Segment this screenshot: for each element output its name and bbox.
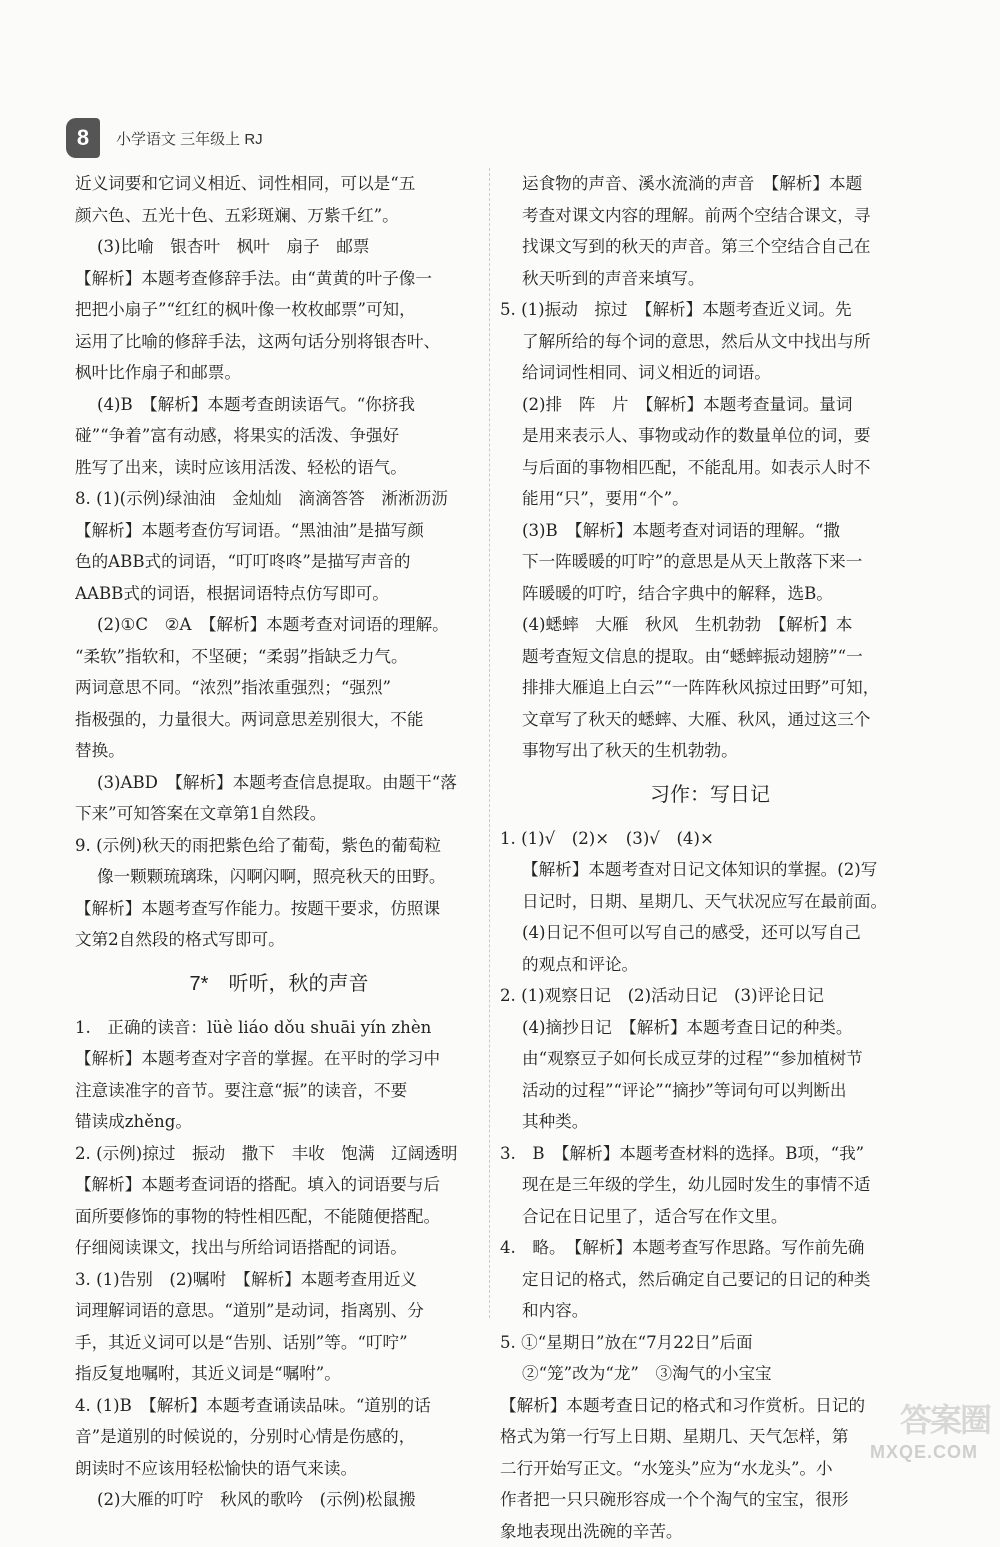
book-title: 小学语文 三年级上 RJ xyxy=(116,128,263,149)
text-line: 能用“只”，要用“个”。 xyxy=(500,483,920,515)
text-line: 二行开始写正文。“水笼头”应为“水龙头”。小 xyxy=(500,1453,920,1485)
text-line: 的观点和评论。 xyxy=(500,949,920,981)
text-line: 活动的过程”“评论”“摘抄”等词句可以判断出 xyxy=(500,1075,920,1107)
text-line: 运食物的声音、溪水流淌的声音 【解析】本题 xyxy=(500,168,920,200)
text-line: 3. (1)告别 (2)嘱咐 【解析】本题考查用近义 xyxy=(75,1264,483,1296)
text-line: 2. (示例)掠过 振动 撒下 丰收 饱满 辽阔透明 xyxy=(75,1138,483,1170)
text-line: (4)摘抄日记 【解析】本题考查日记的种类。 xyxy=(500,1012,920,1044)
text-line: 词理解词语的意思。“道别”是动词，指离别、分 xyxy=(75,1295,483,1327)
text-line: 其种类。 xyxy=(500,1106,920,1138)
section-heading: 7* 听听，秋的声音 xyxy=(75,956,483,1012)
text-line: 近义词要和它词义相近、词性相同，可以是“五 xyxy=(75,168,483,200)
text-line: 两词意思不同。“浓烈”指浓重强烈；“强烈” xyxy=(75,672,483,704)
text-line: 阵暖暖的叮咛，结合字典中的解释，选B。 xyxy=(500,578,920,610)
text-line: (3)ABD 【解析】本题考查信息提取。由题干“落 xyxy=(75,767,483,799)
column-divider xyxy=(489,168,490,1318)
text-line: 给词词性相同、词义相近的词语。 xyxy=(500,357,920,389)
text-line: 仔细阅读课文，找出与所给词语搭配的词语。 xyxy=(75,1232,483,1264)
text-line: 题考查短文信息的提取。由“蟋蟀振动翅膀”“一 xyxy=(500,641,920,673)
text-line: 胜写了出来，读时应该用活泼、轻松的语气。 xyxy=(75,452,483,484)
text-line: 由“观察豆子如何长成豆芽的过程”“参加植树节 xyxy=(500,1043,920,1075)
text-line: “柔软”指软和，不坚硬；“柔弱”指缺乏力气。 xyxy=(75,641,483,673)
text-line: 排排大雁追上白云”“一阵阵秋风掠过田野”可知， xyxy=(500,672,920,704)
text-line: 考查对课文内容的理解。前两个空结合课文，寻 xyxy=(500,200,920,232)
text-line: (2)①C ②A 【解析】本题考查对词语的理解。 xyxy=(75,609,483,641)
right-column xyxy=(500,168,920,1547)
text-line: 【解析】本题考查修辞手法。由“黄黄的叶子像一 xyxy=(75,263,483,295)
text-line: 错读成zhěng。 xyxy=(75,1106,483,1138)
text-line: 5. (1)振动 掠过 【解析】本题考查近义词。先 xyxy=(500,294,920,326)
watermark-logo: 答案圈 xyxy=(900,1395,990,1450)
text-line: 【解析】本题考查写作能力。按题干要求，仿照课 xyxy=(75,893,483,925)
text-line: (4)B 【解析】本题考查朗读语气。“你挤我 xyxy=(75,389,483,421)
section-heading: 习作：写日记 xyxy=(500,767,920,823)
text-line: 运用了比喻的修辞手法，这两句话分别将银杏叶、 xyxy=(75,326,483,358)
text-line: 象地表现出洗碗的辛苦。 xyxy=(500,1516,920,1547)
text-line: 事物写出了秋天的生机勃勃。 xyxy=(500,735,920,767)
text-line: 枫叶比作扇子和邮票。 xyxy=(75,357,483,389)
text-line: 色的ABB式的词语，“叮叮咚咚”是描写声音的 xyxy=(75,546,483,578)
text-line: 日记时，日期、星期几、天气状况应写在最前面。 xyxy=(500,886,920,918)
text-line: 【解析】本题考查词语的搭配。填入的词语要与后 xyxy=(75,1169,483,1201)
text-line: 【解析】本题考查对字音的掌握。在平时的学习中 xyxy=(75,1043,483,1075)
text-line: 2. (1)观察日记 (2)活动日记 (3)评论日记 xyxy=(500,980,920,1012)
text-line: 和内容。 xyxy=(500,1295,920,1327)
text-line: 是用来表示人、事物或动作的数量单位的词，要 xyxy=(500,420,920,452)
text-line: 颜六色、五光十色、五彩斑斓、万紫千红”。 xyxy=(75,200,483,232)
text-line: 合记在日记里了，适合写在作文里。 xyxy=(500,1201,920,1233)
text-line: (2)大雁的叮咛 秋风的歌吟 (示例)松鼠搬 xyxy=(75,1484,483,1516)
text-line: 与后面的事物相匹配，不能乱用。如表示人时不 xyxy=(500,452,920,484)
left-column xyxy=(75,168,483,1516)
text-line: 【解析】本题考查对日记文体知识的掌握。(2)写 xyxy=(500,854,920,886)
text-line: (4)蟋蟀 大雁 秋风 生机勃勃 【解析】本 xyxy=(500,609,920,641)
text-line: 9. (示例)秋天的雨把紫色给了葡萄，紫色的葡萄粒 xyxy=(75,830,483,862)
text-line: 手，其近义词可以是“告别、话别”等。“叮咛” xyxy=(75,1327,483,1359)
text-line: 找课文写到的秋天的声音。第三个空结合自己在 xyxy=(500,231,920,263)
text-line: 3. B 【解析】本题考查材料的选择。B项，“我” xyxy=(500,1138,920,1170)
text-line: 像一颗颗琉璃珠，闪啊闪啊，照亮秋天的田野。 xyxy=(75,861,483,893)
text-line: 格式为第一行写上日期、星期几、天气怎样，第 xyxy=(500,1421,920,1453)
text-line: 4. 略。 【解析】本题考查写作思路。写作前先确 xyxy=(500,1232,920,1264)
text-line: 下一阵暖暖的叮咛”的意思是从天上散落下来一 xyxy=(500,546,920,578)
text-line: (4)日记不但可以写自己的感受，还可以写自己 xyxy=(500,917,920,949)
text-line: 指极强的，力量很大。两词意思差别很大，不能 xyxy=(75,704,483,736)
text-line: (2)排 阵 片 【解析】本题考查量词。量词 xyxy=(500,389,920,421)
page-number-badge: 8 xyxy=(66,118,100,158)
text-line: 了解所给的每个词的意思，然后从文中找出与所 xyxy=(500,326,920,358)
text-line: 8. (1)(示例)绿油油 金灿灿 滴滴答答 淅淅沥沥 xyxy=(75,483,483,515)
text-line: 把把小扇子”“红红的枫叶像一枚枚邮票”可知， xyxy=(75,294,483,326)
watermark-domain: MXQE.COM xyxy=(870,1442,978,1463)
text-line: AABB式的词语，根据词语特点仿写即可。 xyxy=(75,578,483,610)
text-line: 注意读准字的音节。要注意“振”的读音，不要 xyxy=(75,1075,483,1107)
text-line: 碰”“争着”富有动感，将果实的活泼、争强好 xyxy=(75,420,483,452)
text-line: 1. 正确的读音：lüè liáo dǒu shuāi yín zhèn xyxy=(75,1012,483,1044)
text-line: 面所要修饰的事物的特性相匹配，不能随便搭配。 xyxy=(75,1201,483,1233)
text-line: 作者把一只只碗形容成一个个淘气的宝宝，很形 xyxy=(500,1484,920,1516)
text-line: (3)B 【解析】本题考查对词语的理解。“撒 xyxy=(500,515,920,547)
text-line: 【解析】本题考查仿写词语。“黑油油”是描写颜 xyxy=(75,515,483,547)
text-line: 文第2自然段的格式写即可。 xyxy=(75,924,483,956)
text-line: 指反复地嘱咐，其近义词是“嘱咐”。 xyxy=(75,1358,483,1390)
text-line: 1. (1)√ (2)× (3)√ (4)× xyxy=(500,823,920,855)
text-line: 【解析】本题考查日记的格式和习作赏析。日记的 xyxy=(500,1390,920,1422)
text-line: (3)比喻 银杏叶 枫叶 扇子 邮票 xyxy=(75,231,483,263)
text-line: 音”是道别的时候说的，分别时心情是伤感的， xyxy=(75,1421,483,1453)
text-line: 文章写了秋天的蟋蟀、大雁、秋风，通过这三个 xyxy=(500,704,920,736)
text-line: 5. ①“星期日”放在“7月22日”后面 xyxy=(500,1327,920,1359)
text-line: ②“笼”改为“龙” ③淘气的小宝宝 xyxy=(500,1358,920,1390)
text-line: 定日记的格式，然后确定自己要记的日记的种类 xyxy=(500,1264,920,1296)
text-line: 朗读时不应该用轻松愉快的语气来读。 xyxy=(75,1453,483,1485)
text-line: 秋天听到的声音来填写。 xyxy=(500,263,920,295)
page-header xyxy=(66,116,263,160)
text-line: 下来”可知答案在文章第1自然段。 xyxy=(75,798,483,830)
text-line: 4. (1)B 【解析】本题考查诵读品味。“道别的话 xyxy=(75,1390,483,1422)
text-line: 替换。 xyxy=(75,735,483,767)
text-line: 现在是三年级的学生，幼儿园时发生的事情不适 xyxy=(500,1169,920,1201)
